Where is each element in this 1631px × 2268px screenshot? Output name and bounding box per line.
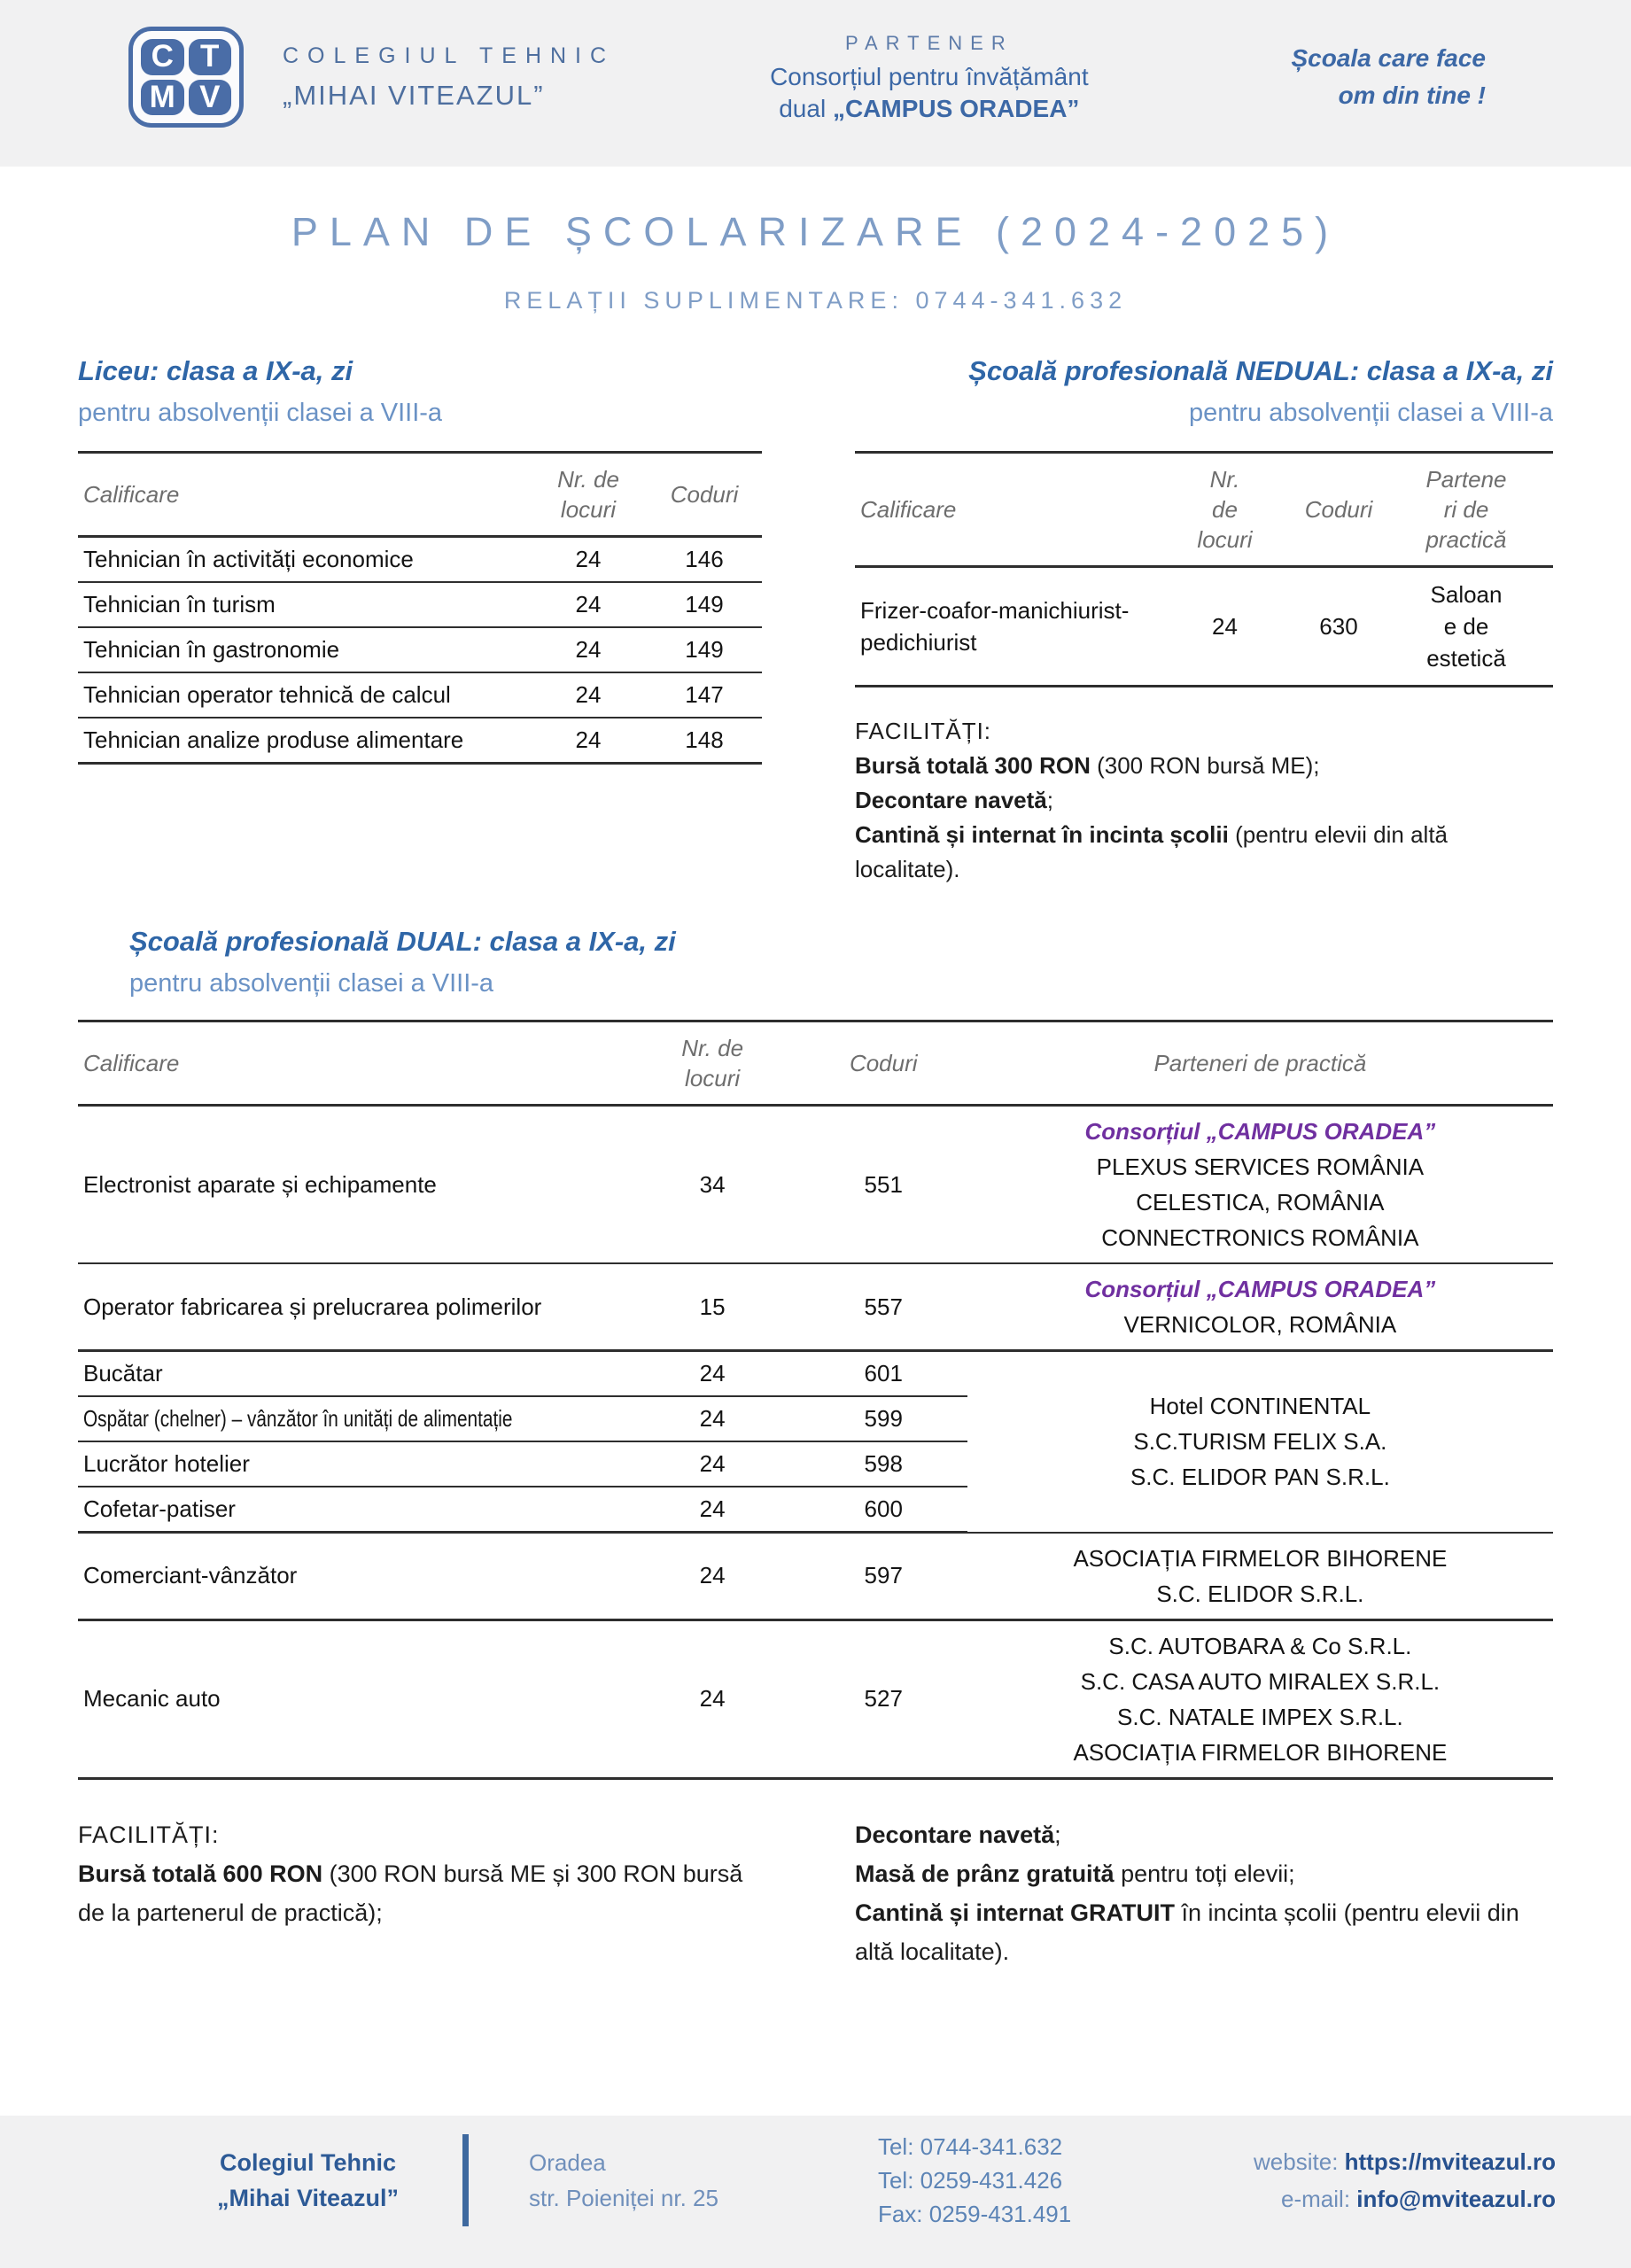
- cell-locuri: 24: [625, 1487, 800, 1533]
- section-nedual: [855, 355, 1553, 887]
- cell-parteneri: [967, 1106, 1553, 1264]
- page-title: PLAN DE ȘCOLARIZARE (2024-2025): [291, 209, 1340, 254]
- cell-cod: 146: [647, 537, 762, 583]
- facility-item: Cantină și internat în incinta școlii (pentru elevii din altă localitate).: [855, 821, 1448, 882]
- facility-item: Bursă totală 600 RON (300 RON bursă ME și 300 RON bursă de la partenerul de practică);: [78, 1860, 743, 1926]
- partner-name: S.C. CASA AUTO MIRALEX S.R.L.: [1080, 1667, 1441, 1695]
- footer-tel2: Tel: 0259-431.426: [877, 2167, 1063, 2194]
- cell-calificare: Bucătar: [78, 1351, 625, 1397]
- nedual-facilities: [855, 714, 1553, 887]
- partner-name: S.C. AUTOBARA & Co S.R.L.: [1108, 1632, 1412, 1659]
- partner-line2-bold: „CAMPUS ORADEA”: [832, 94, 1080, 122]
- table-row: [78, 672, 762, 718]
- col-locuri: Nr. de locuri: [530, 453, 647, 537]
- cell-parteneri: [967, 1263, 1553, 1351]
- footer-email: e-mail: info@mviteazul.ro: [1281, 2186, 1556, 2212]
- school-name-line1: COLEGIUL TEHNIC: [283, 43, 616, 68]
- school-motto: [1292, 40, 1499, 114]
- dual-facilities: [78, 1815, 1553, 1971]
- footer-city: Oradea: [529, 2149, 606, 2176]
- table-row-operator: [78, 1263, 1553, 1351]
- facility-item: Bursă totală 300 RON (300 RON bursă ME);: [855, 752, 1320, 779]
- cell-calificare: Comerciant-vânzător: [78, 1533, 625, 1620]
- footer-fax: Fax: 0259-431.491: [877, 2201, 1072, 2227]
- liceu-table-header: [78, 453, 762, 537]
- cell-calificare: Tehnician în gastronomie: [78, 627, 530, 672]
- top-columns: [78, 355, 1553, 887]
- cell-locuri: 24: [1212, 613, 1238, 640]
- cell-parteneri: [967, 1619, 1553, 1778]
- facility-item: Cantină și internat GRATUIT în incinta școlii (pentru elevii din altă localitate).: [855, 1899, 1519, 1965]
- footer-street: str. Poieniței nr. 25: [529, 2185, 718, 2211]
- cell-locuri: 24: [625, 1533, 800, 1620]
- partner-name: S.C. NATALE IMPEX S.R.L.: [1117, 1703, 1403, 1730]
- partner-name: ASOCIAȚIA FIRMELOR BIHORENE: [1073, 1738, 1448, 1766]
- school-logo: [128, 27, 244, 128]
- facility-item: Masă de prânz gratuită pentru toți elevii;: [855, 1860, 1295, 1887]
- footer-strip: [0, 2116, 1631, 2268]
- partner-line2-prefix: dual: [779, 94, 833, 122]
- col-coduri: Coduri: [800, 1021, 967, 1106]
- col-parteneri: Parteneri de practică: [1379, 453, 1553, 567]
- facility-item: Decontare navetă;: [855, 787, 1053, 813]
- school-name: [283, 43, 615, 112]
- cell-calificare: Tehnician în turism: [78, 582, 530, 627]
- dual-subheading: pentru absolvenții clasei a VIII-a: [129, 969, 494, 998]
- footer-address: [529, 2145, 718, 2216]
- cell-cod: 148: [685, 726, 724, 753]
- table-row-electronist: [78, 1106, 1553, 1264]
- nedual-table-header: [855, 453, 1553, 567]
- footer-web: [1254, 2143, 1556, 2218]
- footer-phones: [878, 2130, 1071, 2231]
- cell-locuri: 24: [625, 1396, 800, 1441]
- nedual-table: [855, 451, 1553, 687]
- page-subtitle: RELAȚII SUPLIMENTARE: 0744-341.632: [503, 287, 1128, 314]
- cell-calificare: Tehnician în activități economice: [78, 537, 530, 583]
- cell-cod: 557: [800, 1263, 967, 1351]
- cell-cod: 598: [800, 1441, 967, 1487]
- school-name-line2: „MIHAI VITEAZUL”: [283, 79, 545, 111]
- cell-cod: 601: [800, 1351, 967, 1397]
- partner-line2: [770, 95, 1089, 123]
- partner-consortium: Consorțiul „CAMPUS ORADEA”: [1084, 1276, 1436, 1302]
- section-dual: [78, 926, 1553, 1780]
- liceu-table: [78, 451, 762, 765]
- partner-name: CELESTICA, ROMÂNIA: [1136, 1189, 1385, 1216]
- cell-calificare: Lucrător hotelier: [78, 1441, 625, 1487]
- cell-locuri: 24: [625, 1441, 800, 1487]
- cell-cod: 600: [800, 1487, 967, 1533]
- motto-line1: Școala care face: [1291, 44, 1486, 72]
- partner-name: S.C. ELIDOR PAN S.R.L.: [1130, 1464, 1390, 1491]
- cell-cod: 149: [647, 627, 762, 672]
- header-strip: [0, 0, 1631, 167]
- footer-website-url: https://mviteazul.ro: [1344, 2148, 1556, 2175]
- footer-website: website: https://mviteazul.ro: [1254, 2148, 1556, 2175]
- cell-parteneri-merged: [967, 1351, 1553, 1533]
- cell-locuri: 24: [530, 672, 647, 718]
- logo-letter-v: V: [189, 80, 232, 116]
- dual-table-header: [78, 1021, 1553, 1106]
- cell-cod: 527: [864, 1685, 903, 1712]
- table-row-comerciant: [78, 1533, 1553, 1620]
- col-calificare: Calificare: [78, 453, 530, 537]
- table-row: [78, 718, 762, 764]
- cell-calificare: Operator fabricarea și prelucrarea polimerilor: [78, 1263, 625, 1351]
- partner-name: PLEXUS SERVICES ROMÂNIA: [1096, 1153, 1425, 1180]
- liceu-subheading: pentru absolvenții clasei a VIII-a: [78, 399, 443, 427]
- col-calificare: Calificare: [855, 453, 1152, 567]
- cell-partener: Saloane de estetică: [1426, 581, 1506, 672]
- cell-calificare: Ospătar (chelner) – vânzător în unități de alimentație: [78, 1396, 625, 1441]
- cell-locuri: 24: [530, 582, 647, 627]
- cell-cod: 149: [647, 582, 762, 627]
- cell-calificare: Electronist aparate și echipamente: [78, 1106, 625, 1264]
- cell-locuri: 24: [699, 1685, 726, 1712]
- facilities-title: FACILITĂȚI:: [855, 718, 992, 744]
- document-body: [0, 167, 1631, 2116]
- table-row: [78, 582, 762, 627]
- dual-facilities-left: [78, 1815, 762, 1971]
- partner-name: Hotel CONTINENTAL: [1149, 1393, 1371, 1420]
- cell-locuri: 34: [625, 1106, 800, 1264]
- table-row-mecanic: [78, 1619, 1553, 1778]
- cell-cod: 597: [800, 1533, 967, 1620]
- partner-consortium: Consorțiul „CAMPUS ORADEA”: [1084, 1118, 1436, 1145]
- logo-letter-t: T: [189, 39, 232, 75]
- logo-letter-m: M: [141, 80, 184, 116]
- dual-facilities-right: [855, 1815, 1553, 1971]
- cell-calificare: Tehnician analize produse alimentare: [83, 726, 464, 753]
- dual-heading: Școală profesională DUAL: clasa a IX-a, zi: [129, 926, 676, 957]
- partner-label: PARTENER: [844, 31, 1014, 54]
- partner-name: S.C. ELIDOR S.R.L.: [1156, 1580, 1364, 1607]
- cell-calificare: Mecanic auto: [83, 1685, 221, 1712]
- section-liceu: [78, 355, 762, 887]
- col-calificare: Calificare: [78, 1021, 625, 1106]
- cell-locuri: 15: [625, 1263, 800, 1351]
- facility-item: Decontare navetă;: [855, 1821, 1061, 1848]
- partner-block: [770, 32, 1089, 123]
- cell-parteneri: [967, 1533, 1553, 1620]
- table-row-bucatar: [78, 1351, 1553, 1397]
- footer-email-address: info@mviteazul.ro: [1356, 2186, 1556, 2212]
- partner-name: CONNECTRONICS ROMÂNIA: [1101, 1224, 1419, 1251]
- cell-calificare: Frizer-coafor-manichiurist-pedichiurist: [860, 597, 1130, 656]
- col-locuri: Nr. de locuri: [625, 1021, 800, 1106]
- partner-line1: Consorțiul pentru învățământ: [770, 62, 1089, 90]
- footer-tel1: Tel: 0744-341.632: [877, 2133, 1063, 2160]
- footer-school-name: Colegiul Tehnic „Mihai Viteazul”: [217, 2149, 400, 2211]
- cell-locuri: 24: [530, 627, 647, 672]
- table-row: [78, 537, 762, 583]
- partner-name: ASOCIAȚIA FIRMELOR BIHORENE: [1073, 1544, 1448, 1572]
- footer-divider: [462, 2134, 469, 2226]
- cell-locuri: 24: [530, 537, 647, 583]
- table-row: [855, 567, 1553, 687]
- cell-locuri: 24: [625, 1351, 800, 1397]
- col-parteneri: Parteneri de practică: [967, 1021, 1553, 1106]
- cell-cod: 551: [800, 1106, 967, 1264]
- cell-locuri: 24: [575, 726, 602, 753]
- cell-cod: 147: [647, 672, 762, 718]
- cell-cod: 599: [800, 1396, 967, 1441]
- nedual-subheading: pentru absolvenții clasei a VIII-a: [1188, 399, 1553, 427]
- partner-name: S.C.TURISM FELIX S.A.: [1133, 1428, 1387, 1456]
- col-locuri: Nr. de locuri: [1152, 453, 1298, 567]
- motto-line2: om din tine !: [1338, 82, 1486, 109]
- dual-table: [78, 1020, 1553, 1780]
- partner-name: VERNICOLOR, ROMÂNIA: [1123, 1311, 1397, 1338]
- nedual-heading: Școală profesională NEDUAL: clasa a IX-a, zi: [968, 355, 1553, 386]
- table-row: [78, 627, 762, 672]
- col-coduri: Coduri: [1298, 453, 1379, 567]
- col-coduri: Coduri: [647, 453, 762, 537]
- facilities-title: FACILITĂȚI:: [78, 1821, 220, 1848]
- logo-letter-c: C: [141, 39, 184, 75]
- cell-cod: 630: [1319, 613, 1358, 640]
- cell-calificare: Cofetar-patiser: [78, 1487, 625, 1533]
- cell-calificare: Tehnician operator tehnică de calcul: [78, 672, 530, 718]
- liceu-heading: Liceu: clasa a IX-a, zi: [78, 355, 353, 386]
